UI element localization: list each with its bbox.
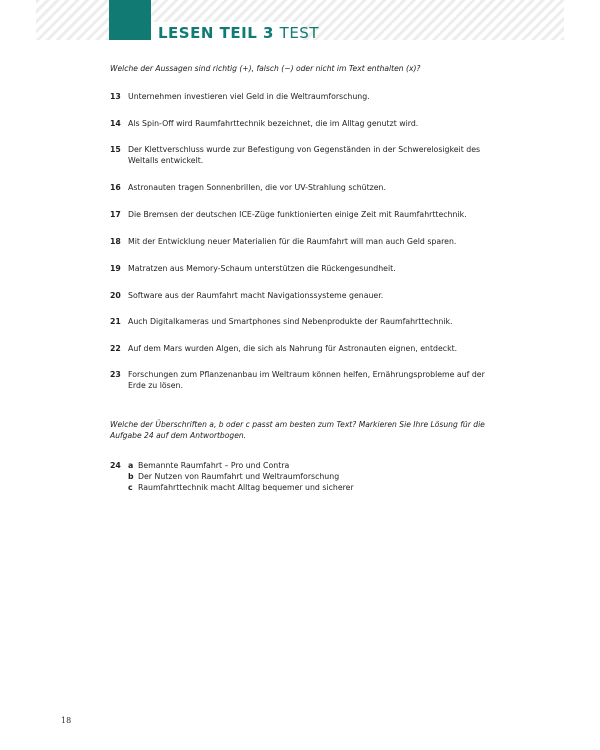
question-number: 17 bbox=[110, 210, 121, 219]
question-number: 18 bbox=[110, 237, 121, 246]
section-title bbox=[158, 24, 319, 42]
instruction-headings: Welche der Überschriften a, b oder c passt am besten zum Text? Markieren Sie Ihre Lösung für die Aufgabe 24 auf dem Antwortbogen. bbox=[110, 420, 485, 440]
question-text: Die Bremsen der deutschen ICE-Züge funktionierten einige Zeit mit Raumfahrttechnik. bbox=[128, 210, 467, 219]
question-number: 14 bbox=[110, 119, 121, 128]
question-number: 19 bbox=[110, 264, 121, 273]
question-number: 13 bbox=[110, 92, 121, 101]
question-number: 22 bbox=[110, 344, 121, 353]
question-item bbox=[110, 263, 490, 274]
question-item bbox=[110, 182, 490, 193]
option-letter: a bbox=[128, 461, 134, 470]
question-item bbox=[110, 343, 490, 354]
answer-option-a bbox=[128, 460, 490, 471]
question-item bbox=[110, 369, 490, 391]
page-number: 18 bbox=[61, 716, 72, 725]
question-item bbox=[110, 316, 490, 327]
question-text: Unternehmen investieren viel Geld in die Weltraumforschung. bbox=[128, 92, 370, 101]
question-text: Forschungen zum Pflanzenanbau im Weltraum können helfen, Ernährungsprobleme auf der Erde zu lösen. bbox=[128, 370, 485, 390]
answer-option-b bbox=[128, 471, 490, 482]
question-item bbox=[110, 91, 490, 102]
option-text: Bemannte Raumfahrt – Pro und Contra bbox=[138, 461, 290, 470]
question-text: Astronauten tragen Sonnenbrillen, die vor UV-Strahlung schützen. bbox=[128, 183, 386, 192]
section-title-light: TEST bbox=[279, 24, 319, 42]
question-item bbox=[110, 209, 490, 220]
question-text: Auf dem Mars wurden Algen, die sich als Nahrung für Astronauten eignen, entdeckt. bbox=[128, 344, 458, 353]
question-text: Als Spin-Off wird Raumfahrttechnik bezeichnet, die im Alltag genutzt wird. bbox=[128, 119, 419, 128]
answer-options bbox=[128, 460, 490, 493]
answer-option-c bbox=[128, 482, 490, 493]
question-text: Der Klettverschluss wurde zur Befestigung von Gegenständen in der Schwerelosigkeit des Weltalls entwickelt. bbox=[128, 145, 481, 165]
question-24 bbox=[110, 460, 490, 493]
question-text: Software aus der Raumfahrt macht Navigationssysteme genauer. bbox=[128, 291, 384, 300]
question-item bbox=[110, 236, 490, 247]
option-letter: c bbox=[128, 483, 133, 492]
question-number: 20 bbox=[110, 291, 121, 300]
option-letter: b bbox=[128, 472, 134, 481]
question-number: 16 bbox=[110, 183, 121, 192]
question-text: Matratzen aus Memory-Schaum unterstützen die Rückengesundheit. bbox=[128, 264, 396, 273]
question-item bbox=[110, 290, 490, 301]
question-item bbox=[110, 118, 490, 129]
question-number: 21 bbox=[110, 317, 121, 326]
question-number: 15 bbox=[110, 145, 121, 154]
header-accent-block bbox=[109, 0, 151, 40]
section-title-bold: LESEN TEIL 3 bbox=[158, 24, 274, 42]
question-item bbox=[110, 144, 490, 166]
option-text: Der Nutzen von Raumfahrt und Weltraumforschung bbox=[138, 472, 340, 481]
instruction-statements: Welche der Aussagen sind richtig (+), falsch (−) oder nicht im Text enthalten (x)? bbox=[110, 64, 421, 73]
question-text: Auch Digitalkameras und Smartphones sind Nebenprodukte der Raumfahrttechnik. bbox=[128, 317, 453, 326]
question-text: Mit der Entwicklung neuer Materialien für die Raumfahrt will man auch Geld sparen. bbox=[128, 237, 457, 246]
question-number: 24 bbox=[110, 461, 121, 470]
option-text: Raumfahrttechnik macht Alltag bequemer und sicherer bbox=[138, 483, 354, 492]
question-number: 23 bbox=[110, 370, 121, 379]
